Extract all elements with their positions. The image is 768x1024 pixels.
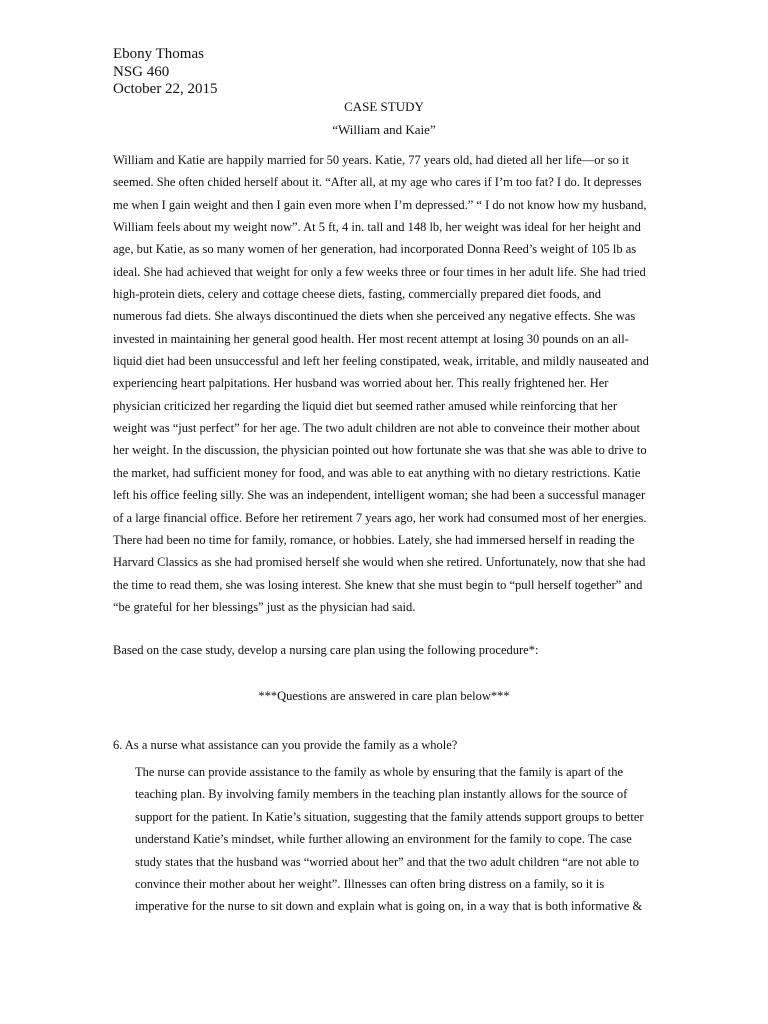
case-line: liquid diet had been unsuccessful and left her feeling constipated, weak, irritable, and mildly nauseated and: [113, 354, 649, 369]
answer-line: understand Katie’s mindset, while further allowing an environment for the family to cope. The case: [135, 832, 632, 847]
case-line: weight was “just perfect” for her age. The two adult children are not able to conveince their mother about: [113, 421, 640, 436]
answer-line: study states that the husband was “worried about her” and that the two adult children “are not able to: [135, 854, 640, 869]
case-line: physician criticized her regarding the liquid diet but seemed rather amused while reinforcing that her: [113, 398, 617, 413]
case-line: William and Katie are happily married for 50 years. Katie, 77 years old, had dieted all her life—or so it: [113, 153, 629, 167]
case-line: Harvard Classics as she had promised herself she would when she retired. Unfortunately, now that she had: [113, 555, 646, 570]
case-line: of a large financial office. Before her retirement 7 years ago, her work had consumed most of her energies.: [113, 510, 647, 525]
answer-line: convince their mother about her weight”. Illnesses can often bring distress on a family, so it is: [135, 877, 605, 892]
answer-line: teaching plan. By involving family members in the teaching plan instantly allows for the source of: [135, 787, 628, 802]
case-study-paragraph: [113, 149, 653, 618]
case-line: age, but Katie, as so many women of her generation, had incorporated Donna Reed’s weight of 105 lb as: [113, 242, 637, 257]
document-subtitle: “William and Kaie”: [332, 122, 436, 137]
case-line: numerous fad diets. She always discontinued the diets when she perceived any negative effects. She was: [113, 309, 636, 324]
document-title: CASE STUDY: [344, 99, 424, 114]
case-line: left his office feeling silly. She was an independent, intelligent woman; she had been a successful manager: [113, 488, 646, 503]
answer-line: imperative for the nurse to sit down and explain what is going on, in a way that is both informative &: [135, 899, 643, 914]
course-code: NSG 460: [113, 63, 170, 80]
case-line: invested in maintaining her general good health. Her most recent attempt at losing 30 pounds on an all-: [113, 331, 629, 346]
case-line: There had been no time for family, romance, or hobbies. Lately, she had immersed herself in reading the: [113, 532, 635, 547]
case-line: the market, had sufficient money for food, and was able to eat anything with no dietary restrictions. Katie: [113, 465, 641, 480]
case-line: me when I gain weight and then I gain even more when I’m depressed.” “ I do not know how my husband,: [113, 197, 647, 212]
case-line: “be grateful for her blessings” just as the physician had said.: [113, 599, 416, 614]
question-heading: 6. As a nurse what assistance can you provide the family as a whole?: [113, 738, 458, 752]
case-line: high-protein diets, celery and cottage cheese diets, fasting, commercially prepared diet foods, and: [113, 287, 602, 302]
procedure-instruction: Based on the case study, develop a nursing care plan using the following procedure*:: [113, 643, 539, 657]
author-name: Ebony Thomas: [113, 46, 204, 62]
case-line: the time to read them, she was losing interest. She knew that she must begin to “pull herself together” and: [113, 577, 643, 592]
answer-line: support for the patient. In Katie’s situation, suggesting that the family attends support groups to better: [135, 809, 644, 824]
case-line: ideal. She had achieved that weight for only a few weeks three or four times in her adult life. She had tried: [113, 264, 646, 279]
care-plan-note: ***Questions are answered in care plan below***: [258, 689, 510, 703]
case-line: seemed. She often chided herself about it. “After all, at my age who cares if I’m too fat? I do. It depresses: [113, 175, 642, 190]
answer-paragraph: [135, 761, 655, 918]
case-line: experiencing heart palpitations. Her husband was worried about her. This really frightened her. Her: [113, 376, 609, 391]
case-line: William feels about my weight now”. At 5 ft, 4 in. tall and 148 lb, her weight was ideal for her height and: [113, 220, 641, 235]
author-header: [113, 46, 218, 99]
answer-line: The nurse can provide assistance to the family as whole by ensuring that the family is apart of the: [135, 765, 624, 779]
case-line: her weight. In the discussion, the physician pointed out how fortunate she was that she was able to drive to: [113, 443, 647, 458]
document-date: October 22, 2015: [113, 81, 218, 97]
